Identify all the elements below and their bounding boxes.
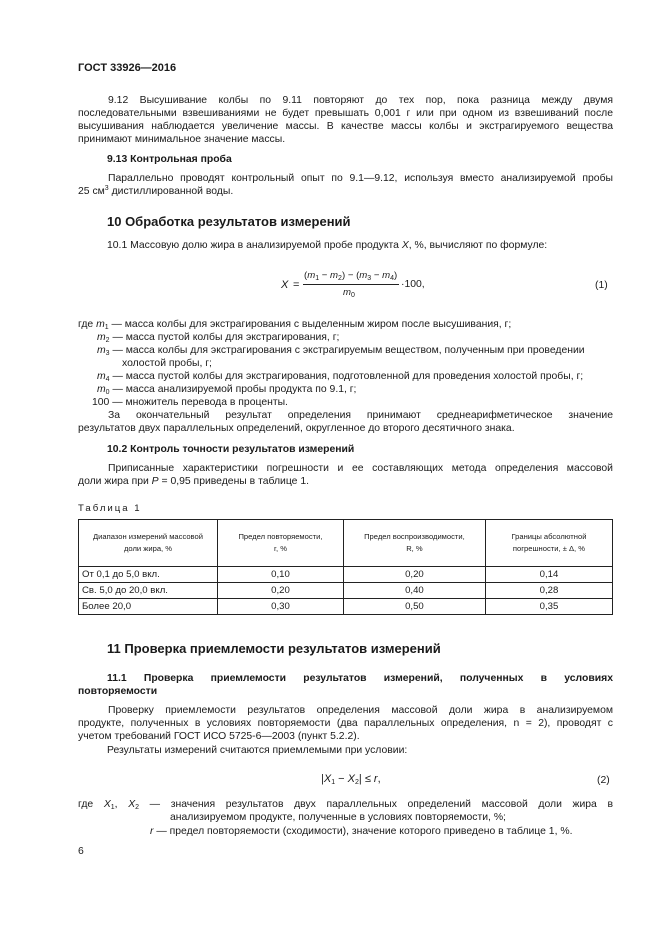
where-text: — масса пустой колбы для экстрагирования, г;: [109, 332, 340, 343]
where-text: — масса пустой колбы для экстрагирования, подготовленной для проведения холостой пробы, г;: [109, 371, 584, 382]
paragraph-10-1-tail: , %, вычисляют по формуле:: [408, 240, 548, 251]
where-item-m2: [97, 331, 339, 344]
symbol-subscript: 3: [105, 350, 110, 357]
formula-2-number: (2): [597, 775, 610, 786]
symbol-m: m: [97, 332, 106, 343]
superscript-3: 3: [104, 185, 109, 192]
paragraph-9-13-tail: дистиллированной воды.: [108, 186, 234, 197]
where2-line1: где $X_1$, $X_2$ — значения результатов двух параллельных определений массовой доли жира в: [78, 799, 613, 811]
table-header-row: [79, 520, 613, 567]
paragraph-11-1-condition: Результаты измерений считаются приемлемыми при условии:: [107, 745, 408, 756]
section-10-title: 10 Обработка результатов измерений: [107, 214, 351, 229]
formula-1-numerator: $(m_1 - m_2) - (m_3 - m_4)$: [304, 270, 398, 282]
paragraph-10-2-line1: Приписанные характеристики погрешности и ее составляющих метода определения массовой: [108, 463, 613, 474]
table-header-cell: [343, 520, 485, 567]
table-cell: Более 20,0: [79, 599, 218, 615]
where-text: — масса колбы для экстрагирования с выделенным жиром после высушивания, г;: [108, 319, 512, 330]
formula-1-lhs: X: [281, 279, 289, 291]
formula-2: $|X_1 - X_2| \le r$,: [321, 773, 381, 786]
symbol-m: m: [97, 384, 106, 395]
symbol-100: 100: [92, 397, 110, 408]
where-item-m4: [97, 370, 583, 383]
paragraph-11-1-line2: продукте, полученных в условиях повторяемости (два параллельных определения, n = 2), проводят с: [78, 718, 613, 729]
paragraph-10-1: [107, 239, 547, 252]
table-row: [79, 599, 613, 615]
paragraph-10-1-text: 10.1 Массовую долю жира в анализируемой пробе продукта: [107, 240, 402, 251]
where-item-m0: [97, 383, 356, 396]
table-cell: 0,30: [218, 599, 344, 615]
paragraph-10-2-line2: [78, 475, 309, 488]
paragraph-11-1-line1: Проверку приемлемости результатов определения массовой доли жира в анализируемом: [108, 705, 613, 716]
paragraph-final-line1: За окончательный результат определения принимают среднеарифметическое значение: [108, 410, 613, 421]
paragraph-final-line2: результатов двух параллельных определений, округленное до второго десятичного знака.: [78, 423, 515, 434]
table-row: [79, 567, 613, 583]
symbol-m: m: [97, 345, 106, 356]
paragraph-9-12-line4: принимают минимальное значение массы.: [78, 134, 286, 145]
table-cell: 0,20: [343, 567, 485, 583]
section-11-1-title-line2: повторяемости: [78, 686, 158, 697]
section-11-1-title-line1: 11.1 Проверка приемлемости результатов измерений, полученных в условиях: [107, 673, 613, 684]
table-header-cell: [218, 520, 344, 567]
section-10-2-title: 10.2 Контроль точности результатов измерений: [107, 444, 355, 455]
document-header: ГОСТ 33926—2016: [78, 62, 177, 74]
formula-1-denominator: $m_0$: [343, 287, 355, 299]
table-cell: 0,50: [343, 599, 485, 615]
table-cell: 0,28: [485, 583, 612, 599]
paragraph-10-2-text: доли жира при: [78, 476, 152, 487]
formula-1-number: (1): [595, 280, 608, 291]
symbol-subscript: 1: [104, 324, 109, 331]
paragraph-11-1-line3: учетом требований ГОСТ ИСО 5725-6—2003 (пункт 5.2.2).: [78, 731, 360, 742]
paragraph-9-13-line2: [78, 185, 233, 198]
where2-line2: анализируемом продукте, полученные в условиях повторяемости, %;: [170, 812, 506, 823]
header-line: r, %: [273, 544, 288, 553]
symbol-m: m: [96, 319, 105, 330]
section-9-13-title: 9.13 Контрольная проба: [107, 154, 232, 165]
header-line: доли жира, %: [124, 544, 173, 553]
symbol-subscript: 2: [105, 337, 110, 344]
table-row: [79, 583, 613, 599]
section-11-title: 11 Проверка приемлемости результатов измерений: [107, 641, 441, 656]
where-prefix: где: [78, 319, 97, 330]
header-line: R, %: [406, 544, 423, 553]
symbol-subscript: 4: [105, 376, 110, 383]
where-text: — масса колбы для экстрагирования с экстрагируемым веществом, полученным при проведении: [109, 345, 585, 356]
paragraph-9-12-line3: высушивания наблюдается увеличение массы. В качестве массы колбы и экстрагируемого вещества: [78, 121, 613, 132]
formula-1-fraction-line: [303, 284, 399, 285]
table-cell: 0,14: [485, 567, 612, 583]
where-item-100: [92, 396, 288, 409]
where-text: — масса анализируемой пробы продукта по 9.1, г;: [109, 384, 357, 395]
paragraph-9-12-line1: 9.12 Высушивание колбы по 9.11 повторяют до тех пор, пока разница между двумя: [108, 95, 613, 106]
symbol-m: m: [97, 371, 106, 382]
where-text: — множитель перевода в проценты.: [109, 397, 288, 408]
where-item-m1: [78, 318, 511, 331]
table-1: [78, 519, 613, 615]
header-line: погрешности, ± Δ, %: [512, 544, 586, 553]
table-cell: 0,40: [343, 583, 485, 599]
header-line: Предел повторяемости,: [238, 532, 323, 541]
where2-line3: r — предел повторяемости (сходимости), значение которого приведено в таблице 1, %.: [150, 826, 573, 837]
table-cell: 0,10: [218, 567, 344, 583]
page-number: 6: [78, 846, 84, 857]
header-line: Границы абсолютной: [511, 532, 587, 541]
where-item-m3: [97, 344, 585, 357]
paragraph-10-2-tail: = 0,95 приведены в таблице 1.: [158, 476, 310, 487]
variable-x: X: [401, 240, 409, 251]
paragraph-9-13-line1: Параллельно проводят контрольный опыт по 9.1—9.12, используя вместо анализируемой пробы: [108, 173, 613, 184]
formula-1-tail: ·100,: [401, 279, 425, 290]
table-cell: От 0,1 до 5,0 вкл.: [79, 567, 218, 583]
header-line: Диапазон измерений массовой: [93, 532, 203, 541]
table-cell: Св. 5,0 до 20,0 вкл.: [79, 583, 218, 599]
paragraph-9-12-line2: последовательными взвешиваниями не будет превышать 0,001 г или при одном из взвешиваний после: [78, 108, 613, 119]
formula-1-equals: =: [293, 279, 300, 291]
where-item-m3-continuation: холостой пробы, г;: [122, 358, 212, 369]
table-caption: Таблица 1: [78, 503, 142, 514]
table-cell: 0,20: [218, 583, 344, 599]
header-line: Предел воспроизводимости,: [364, 532, 465, 541]
paragraph-9-13-volume: 25 см: [78, 186, 105, 197]
variable-p: P: [151, 476, 159, 487]
table-cell: 0,35: [485, 599, 612, 615]
table-header-cell: [79, 520, 218, 567]
table-header-cell: [485, 520, 612, 567]
symbol-subscript: 0: [105, 389, 110, 396]
